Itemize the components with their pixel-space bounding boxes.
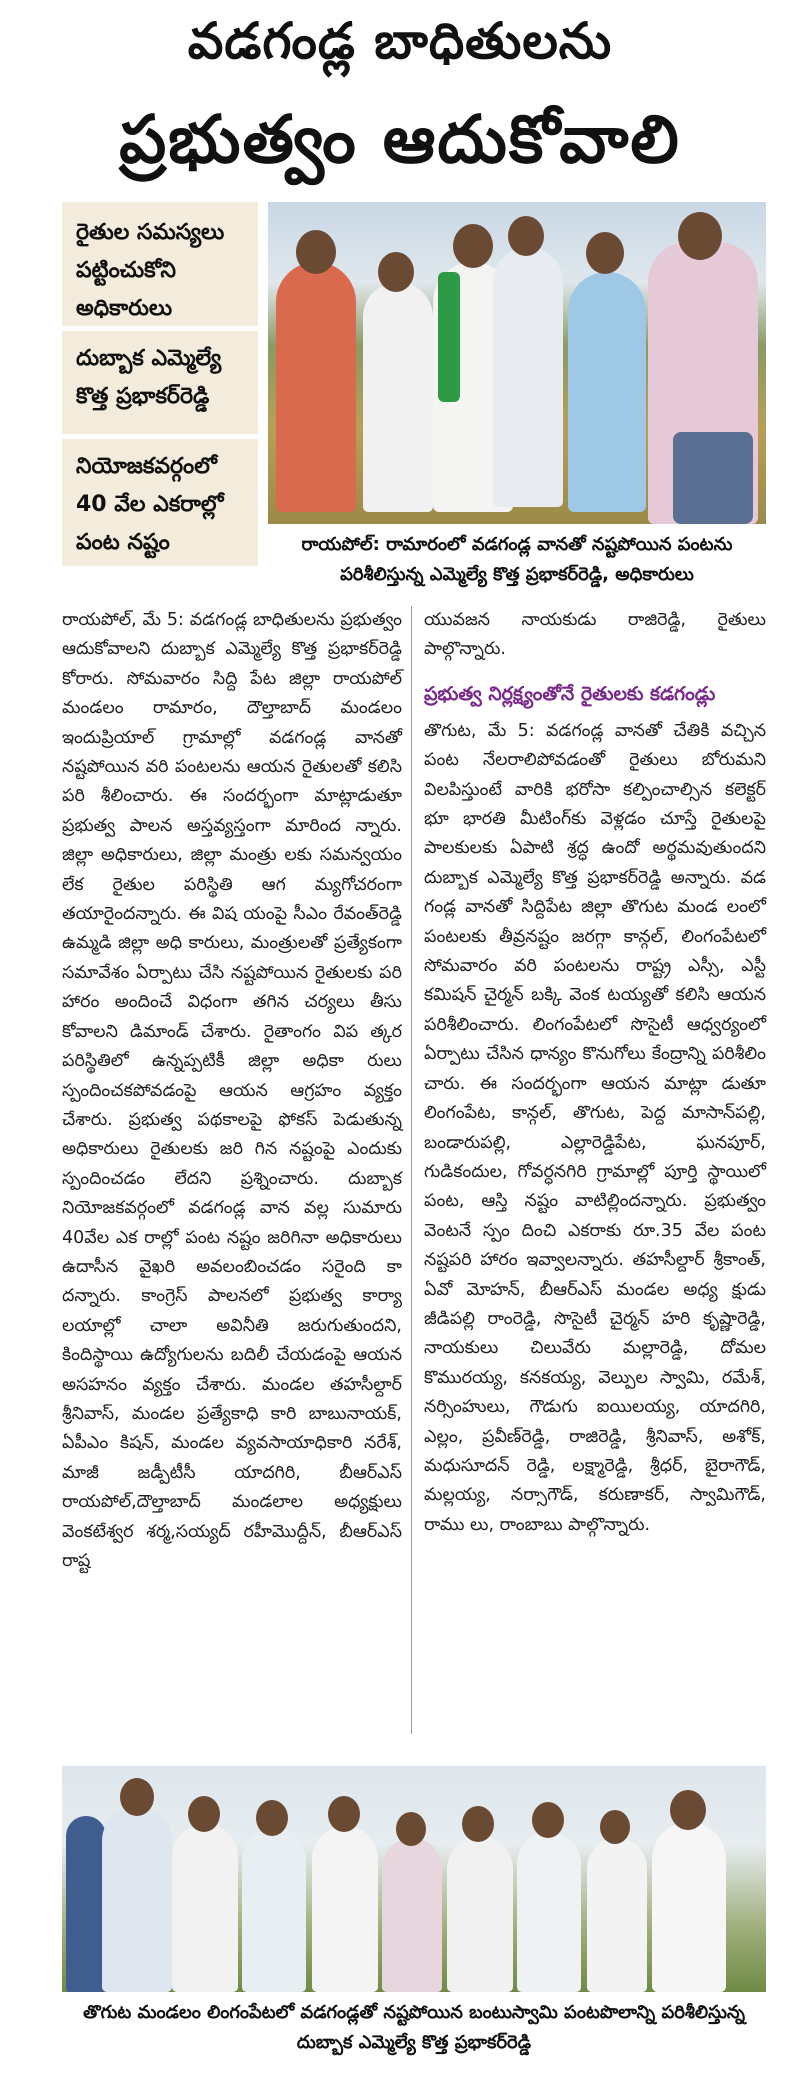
article-paragraph: రాయపోల్, మే 5: వడగండ్ల బాధితులను ప్రభుత్వం ఆదుకోవాలని దుబ్బాక ఎమ్మెల్యే కొత్త ప్రభాకర్‌రెడ్డి కోరారు. సోమవారం సిద్ది పేట జిల్లా రాయపోల్ మండలం రామారం, దౌల్తాబాద్ మండలం ఇందుప్రియాల్ గ్రామాల్లో వడగండ్ల వానతో నష్టపోయిన వరి పంటలను ఆయన రైతులతో కలిసి పరి శీలించారు. ఈ సందర్భంగా మాట్లాడుతూ ప్రభుత్వ పాలన అస్తవ్యస్తంగా మారింద న్నారు. జిల్లా అధికారులు, జిల్లా మంత్రు లకు సమన్వయం లేక రైతుల పరిస్థితి ఆగ మ్యగోచరంగా తయారైందన్నారు. ఈ విష యంపై సీఎం రేవంత్‌రెడ్డి ఉమ్మడి జిల్లా అధి కారులు, మంత్రులతో ప్రత్యేకంగా సమావేశం ఏర్పాటు చేసి నష్టపోయిన రైతులకు పరి హారం అందించే విధంగా తగిన చర్యలు తీసు కోవాలని డిమాండ్ చేశారు. రైతాంగం విప త్కర పరిస్థితిలో ఉన్నప్పటికీ జిల్లా అధికా రులు స్పందించకపోవడంపై ఆయన ఆగ్రహం వ్యక్తం చేశారు. ప్రభుత్వ పథకాలపై ఫోకస్ పెడుతున్న అధికారులు రైతులకు జరి గిన నష్టంపై ఎందుకు స్పందించడం లేదని ప్రశ్నించారు. దుబ్బాక నియోజకవర్గంలో వడగండ్ల వాన వల్ల సుమారు 40వేల ఎక రాల్లో పంట నష్టం జరిగినా అధికారులు ఉదాసీన వైఖరి అవలంబించడం సరైంది కా దన్నారు. కాంగ్రెస్ పాలనలో ప్రభుత్వ కార్యా లయాల్లో చాలా అవినీతి జరుగుతుందని, కిందిస్థాయి ఉద్యోగులను బదిలీ చేయడంపై ఆయన అసహనం వ్యక్తం చేశారు. మండల తహసీల్దార్ శ్రీనివాస్, మండల ప్రత్యేకాధి కారి బాబునాయక్, ఏపీఎం కిషన్, మండల వ్యవసాయాధికారి నరేశ్, మాజీ జడ్పీటీసీ యాదగిరి, బీఆర్‌ఎస్ రాయపోల్,దౌల్తాబాద్ మండలాల అధ్యక్షులు వెంకటేశ్వర శర్మ,సయ్యద్ రహీమొద్దీన్, బీఆర్‌ఎస్ రాష్ట xyxy=(62,610,402,1571)
highlight-divider xyxy=(62,326,258,331)
highlights-box xyxy=(62,202,258,566)
column-divider xyxy=(411,606,412,1734)
highlight-divider xyxy=(62,434,258,439)
headline-line-1: వడగండ్ల బాధితులను xyxy=(187,12,613,70)
field-inspection-photo xyxy=(268,202,766,524)
article-paragraph: యువజన నాయకుడు రాజిరెడ్డి, రైతులు పాల్గొన్నారు. xyxy=(424,610,766,660)
headline-line-2: ప్రభుత్వం ఆదుకోవాలి xyxy=(119,101,681,178)
photo-caption: తొగుట మండలం లింగంపేటలో వడగండ్లతో నష్టపోయిన బంటుస్వామి పంటపొలాన్ని పరిశీలిస్తున్న దుబ్బాక ఎమ్మెల్యే కొత్త ప్రభాకర్‌రెడ్డి xyxy=(83,2002,745,2053)
highlight-item-2: దుబ్బాక ఎమ్మెల్యే కొత్త ప్రభాకర్‌రెడ్డి xyxy=(76,346,222,409)
sub-heading: ప్రభుత్వ నిర్లక్ష్యంతోనే రైతులకు కడగండ్లు xyxy=(424,682,716,705)
photo-caption: రాయపోల్: రామారంలో వడగండ్ల వానతో నష్టపోయిన పంటను పరిశీలిస్తున్న ఎమ్మెల్యే కొత్త ప్రభాకర్‌రెడ్డి, అధికారులు xyxy=(301,534,733,585)
highlight-item-1: రైతుల సమస్యలు పట్టించుకోని అధికారులు xyxy=(76,220,225,321)
crop-field-photo xyxy=(62,1766,766,1992)
article-column-2 xyxy=(424,606,766,1540)
article-paragraph: తొగుట, మే 5: వడగండ్ల వానతో చేతికి వచ్చిన పంట నేలరాలిపోవడంతో రైతులు బోరుమని విలపిస్తుంటే వారికి భరోసా కల్పించాల్సిన కలెక్టర్ భూ భారతి మీటింగ్‌కు వెళ్లడం చూస్తే రైతులపై పాలకులకు ఏపాటి శ్రద్ధ ఉందో అర్థమవుతుందని దుబ్బాక ఎమ్మెల్యే కొత్త ప్రభాకర్‌రెడ్డి అన్నారు. వడ గండ్ల వానతో సిద్దిపేట జిల్లా తొగుట మండ లంలో పంటలకు తీవ్రనష్టం జరగ్గా కాన్గల్, లింగంపేటలో సోమవారం వరి పంటలను రాష్ట్ర ఎస్సీ, ఎస్టీ కమిషన్ చైర్మన్ బక్కి వెంక టయ్యతో కలిసి ఆయన పరిశీలించారు. లింగంపేటలో సొసైటీ ఆధ్వర్యంలో ఏర్పాటు చేసిన ధాన్యం కొనుగోలు కేంద్రాన్ని పరిశీలిం చారు. ఈ సందర్భంగా ఆయన మాట్లా డుతూ లింగంపేట, కాన్గల్, తొగుట, పెద్ద మాసాన్‌పల్లి, బండారుపల్లి, ఎల్లారెడ్డిపేట, ఘనపూర్, గుడికందుల, గోవర్ధనగిరి గ్రామాల్లో పూర్తి స్థాయిలో పంట, ఆస్తి నష్టం వాటిల్లిందన్నారు. ప్రభుత్వం వెంటనే స్పం దించి ఎకరాకు రూ.35 వేల పంట నష్టపరి హారం ఇవ్వాలన్నారు. తహసీల్దార్ శ్రీకాంత్, ఏవో మోహన్, బీఆర్‌ఎస్ మండల అధ్య క్షుడు జీడిపల్లి రాంరెడ్డి, సొసైటీ చైర్మన్ హరి కృష్ణారెడ్డి, నాయకులు చిలువేరు మల్లారెడ్డి, దోమల కొమురయ్య, కనకయ్య, వెల్పుల స్వామి, రమేశ్, నర్సింహులు, గౌడుగు ఐయిలయ్య, యాదగిరి, ఎల్లం, ప్రవీణ్‌రెడ్డి, రాజిరెడ్డి, శ్రీనివాస్, అశోక్, మధుసూదన్ రెడ్డి, లక్ష్మారెడ్డి, శ్రీధర్, బైరాగౌడ్, మల్లయ్య, నర్సాగౌడ్, కరుణాకర్, స్వామిగౌడ్, రాము లు, రాంబాబు పాల్గొన్నారు. xyxy=(424,720,766,1535)
article-column-1 xyxy=(62,606,402,1576)
highlight-item-3: నియోజకవర్గంలో 40 వేల ఎకరాల్లో పంట నష్టం xyxy=(76,454,224,555)
